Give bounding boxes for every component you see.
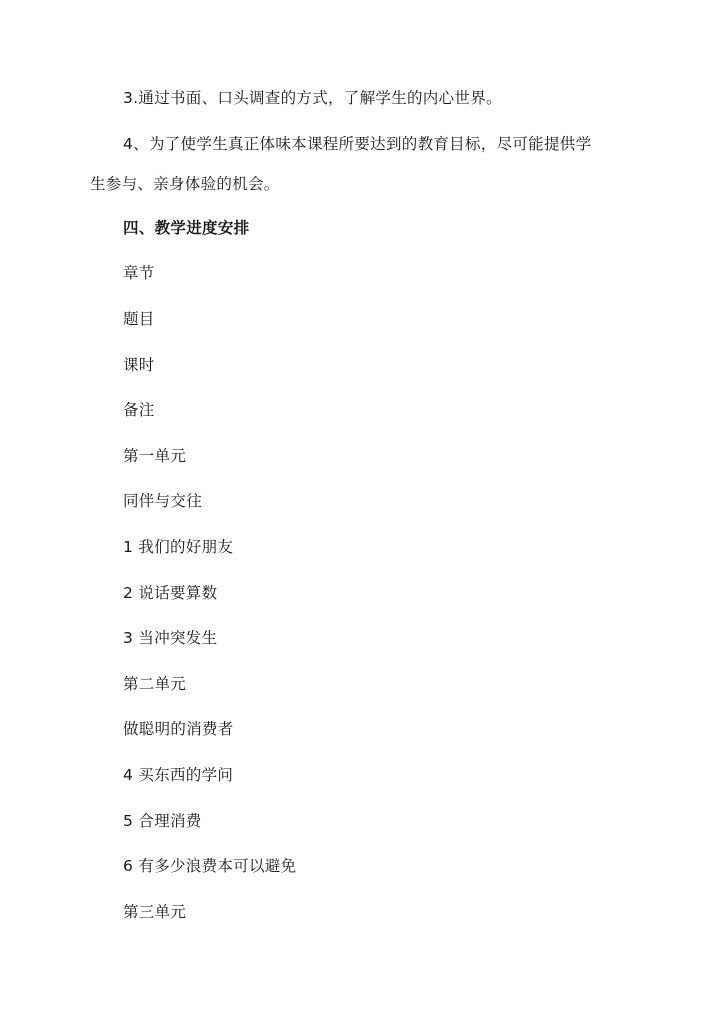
paragraph-item-3: 3.通过书面、口头调查的方式，了解学生的内心世界。 xyxy=(123,89,502,107)
section-heading: 四、教学进度安排 xyxy=(123,219,250,237)
lesson-item: 6 有多少浪费本可以避免 xyxy=(123,857,297,875)
lesson-item: 4 买东西的学问 xyxy=(123,766,234,784)
unit-title: 做聪明的消费者 xyxy=(123,720,234,738)
lesson-item: 5 合理消费 xyxy=(123,812,202,830)
schedule-header-hours: 课时 xyxy=(123,356,155,374)
unit-label: 第一单元 xyxy=(123,447,187,465)
schedule-header-chapter: 章节 xyxy=(123,264,155,282)
lesson-item: 1 我们的好朋友 xyxy=(123,538,234,556)
unit-title: 同伴与交往 xyxy=(123,492,203,510)
paragraph-item-4-line-1: 4、为了使学生真正体味本课程所要达到的教育目标，尽可能提供学 xyxy=(123,135,592,153)
schedule-header-notes: 备注 xyxy=(123,401,155,419)
unit-label: 第三单元 xyxy=(123,903,187,921)
unit-label: 第二单元 xyxy=(123,675,187,693)
lesson-item: 3 当冲突发生 xyxy=(123,629,218,647)
schedule-header-title: 题目 xyxy=(123,310,155,328)
paragraph-item-4-line-2: 生参与、亲身体验的机会。 xyxy=(90,175,280,193)
lesson-item: 2 说话要算数 xyxy=(123,584,218,602)
